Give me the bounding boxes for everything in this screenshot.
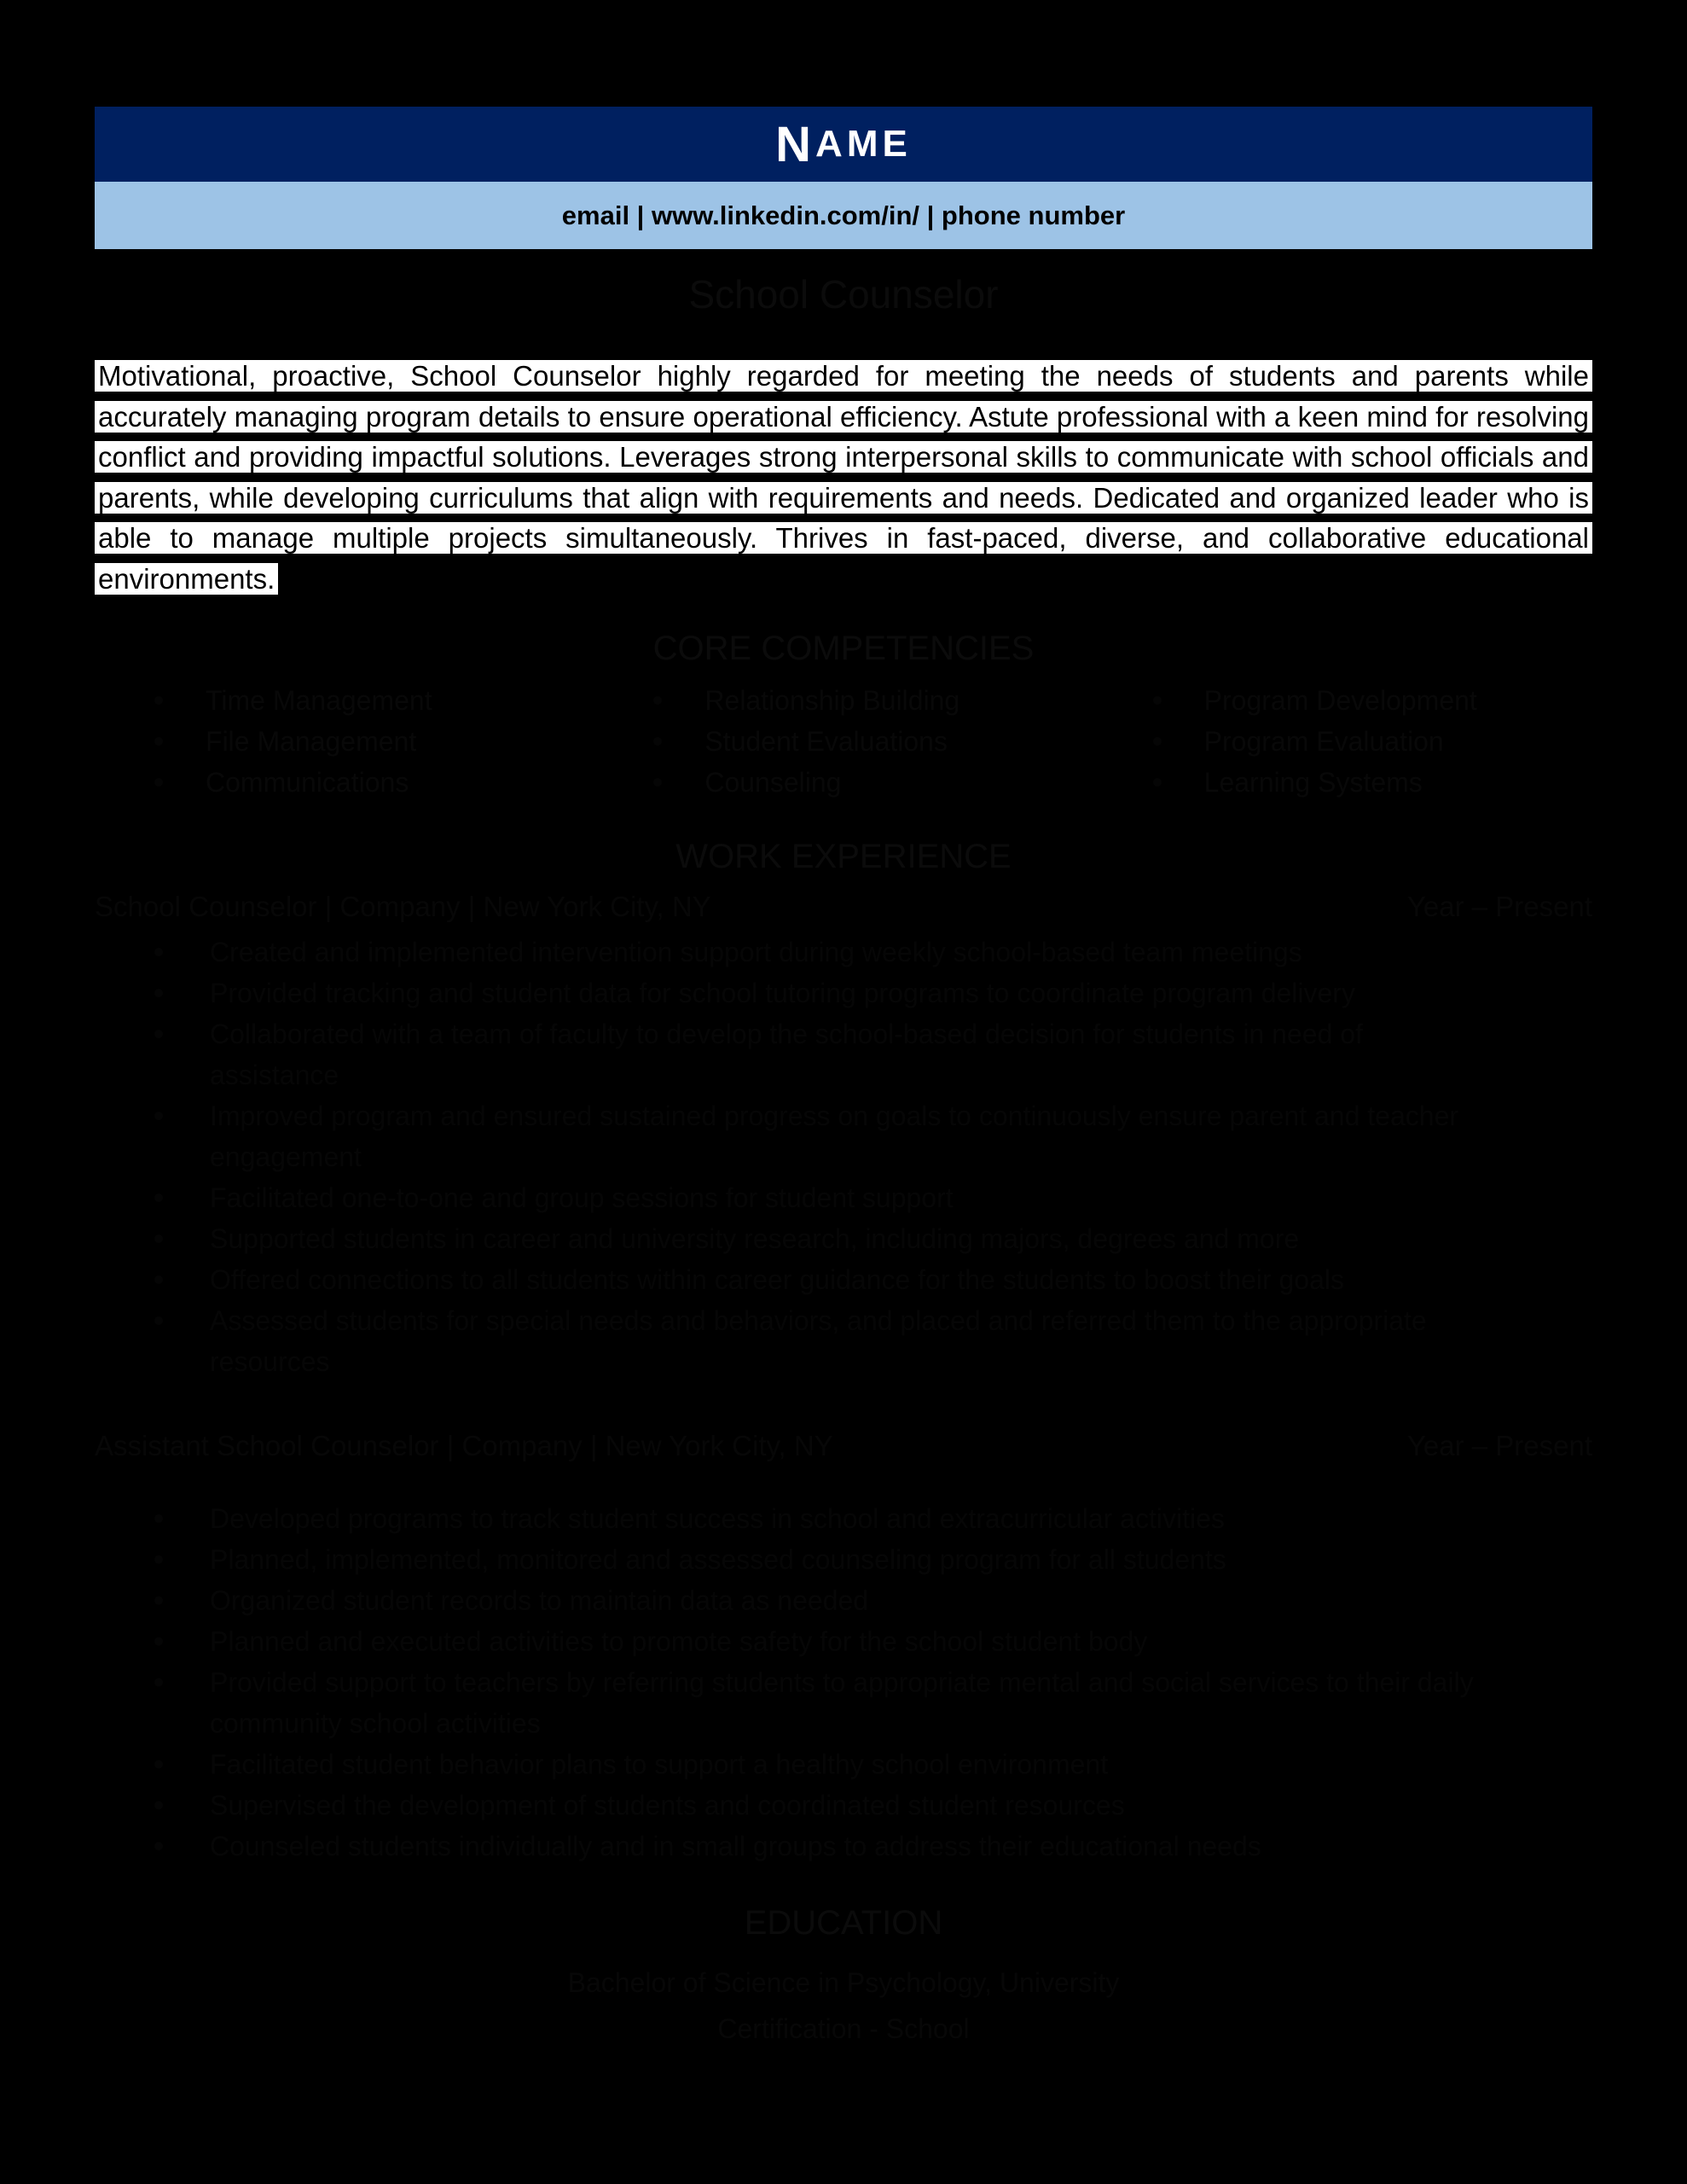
competencies-list xyxy=(95,682,1592,800)
name-rest: AME xyxy=(815,123,912,165)
list-item: Counseled students individually and in small groups to address their educational needs xyxy=(95,1826,1545,1867)
bullet-icon xyxy=(154,1555,163,1564)
list-item: Organized student records to maintain data as needed xyxy=(95,1580,1545,1621)
bullet-icon xyxy=(154,1842,163,1850)
bullet-icon xyxy=(154,1316,163,1325)
bullet-icon xyxy=(154,1637,163,1646)
bullet-icon xyxy=(154,1275,163,1284)
list-item: Planned, implemented, monitored and assessed counseling program for all students xyxy=(95,1539,1545,1580)
list-item: Improved program and ensured sustained progress on goals to continuously ensure parent and teacher xyxy=(95,1095,1545,1136)
bullet-icon xyxy=(154,696,163,705)
list-item: Supported students in career and university research, including majors, degrees and more xyxy=(95,1218,1545,1259)
experience-heading: WORK EXPERIENCE xyxy=(675,838,1012,875)
competency-item: Program Development xyxy=(1093,682,1592,718)
list-item: Planned and executed activities to promote safety for the school student body xyxy=(95,1621,1545,1662)
list-item-continuation: assistance xyxy=(210,1060,339,1090)
bullet-icon xyxy=(154,1678,163,1687)
bullet-icon xyxy=(154,737,163,746)
list-item: Collaborated with a team of faculty to develop the school-based decision for students in need of xyxy=(95,1014,1545,1054)
job-bullets-1 xyxy=(95,932,1545,1382)
list-item: Developed programs to track student success in school and extracurricular activities xyxy=(95,1498,1545,1539)
bullet-icon xyxy=(154,1514,163,1523)
contact-banner xyxy=(95,182,1592,249)
bullet-icon xyxy=(1153,737,1162,746)
bullet-icon xyxy=(154,1801,163,1809)
bullet-icon xyxy=(154,948,163,956)
competency-item: Program Evaluation xyxy=(1093,723,1592,759)
bullet-icon xyxy=(1153,696,1162,705)
job-header-1 xyxy=(95,891,1592,923)
bullet-icon xyxy=(154,1112,163,1120)
competency-item: Communications xyxy=(95,764,594,800)
job-bullets-2 xyxy=(95,1498,1545,1867)
education-heading: EDUCATION xyxy=(744,1904,943,1942)
summary-paragraph xyxy=(95,356,1592,599)
competency-item: Time Management xyxy=(95,682,594,718)
resume-title: School Counselor xyxy=(688,272,999,317)
bullet-icon xyxy=(653,778,662,787)
bullet-icon xyxy=(154,778,163,787)
job-dates: Year – Present xyxy=(1406,1430,1592,1461)
name-banner xyxy=(95,107,1592,182)
bullet-icon xyxy=(154,1234,163,1243)
contact-line: email | www.linkedin.com/in/ | phone number xyxy=(561,200,1126,230)
list-item: Facilitated one-to-one and group sessions for student support xyxy=(95,1177,1545,1218)
job-title: Assistant School Counselor | Company | New York City, NY xyxy=(95,1430,833,1461)
list-item: Created and implemented intervention support during weekly school-based team meetings xyxy=(95,932,1545,973)
name-initial: N xyxy=(775,116,816,172)
list-item: Supervised the development of students and coordinated student resources xyxy=(95,1785,1545,1826)
competency-item: Learning Systems xyxy=(1093,764,1592,800)
bullet-icon xyxy=(154,1596,163,1605)
list-item-continuation: engagement xyxy=(210,1141,362,1172)
education-certification: Certification - School xyxy=(717,2013,970,2044)
bullet-icon xyxy=(653,737,662,746)
education-degree: Bachelor of Science in Psychology, University xyxy=(567,1967,1120,1998)
list-item-continuation: resources xyxy=(210,1346,330,1377)
competency-item: Counseling xyxy=(594,764,1093,800)
list-item: Provided support to teachers by referring students to appropriate mental and social services to their daily xyxy=(95,1662,1545,1703)
list-item: Provided tracking and student data for school tutoring programs to coordinate program delivery xyxy=(95,973,1545,1014)
competencies-heading: CORE COMPETENCIES xyxy=(652,630,1035,667)
list-item: Facilitated student behavior plans to support a healthy school environment xyxy=(95,1744,1545,1785)
list-item: Assessed students for special needs and behaviors, and placed and referred them to the appropriate xyxy=(95,1300,1545,1341)
job-header-2 xyxy=(95,1430,1592,1462)
competency-item: File Management xyxy=(95,723,594,759)
bullet-icon xyxy=(1153,778,1162,787)
competency-item: Student Evaluations xyxy=(594,723,1093,759)
job-dates: Year – Present xyxy=(1406,891,1592,922)
summary-text: Motivational, proactive, School Counselor highly regarded for meeting the needs of students and parents while accurately managing program details to ensure operational efficiency. Astute professional with a keen mind for resolving conflict and providing impactful solutions. Leverages strong interpersonal skills to communicate with school officials and parents, while developing curriculums that align with requirements and needs. Dedicated and organized leader who is able to manage multiple projects simultaneously. Thrives in fast-paced, diverse, and collaborative educational environments. xyxy=(95,360,1592,595)
job-title: School Counselor | Company | New York City, NY xyxy=(95,891,711,922)
bullet-icon xyxy=(154,1194,163,1202)
competency-item: Relationship Building xyxy=(594,682,1093,718)
bullet-icon xyxy=(653,696,662,705)
bullet-icon xyxy=(154,1030,163,1038)
bullet-icon xyxy=(154,1760,163,1769)
list-item-continuation: community school activities xyxy=(210,1708,541,1739)
bullet-icon xyxy=(154,989,163,997)
list-item: Offered connections to all students within career guidance for the students to boost their goals xyxy=(95,1259,1545,1300)
